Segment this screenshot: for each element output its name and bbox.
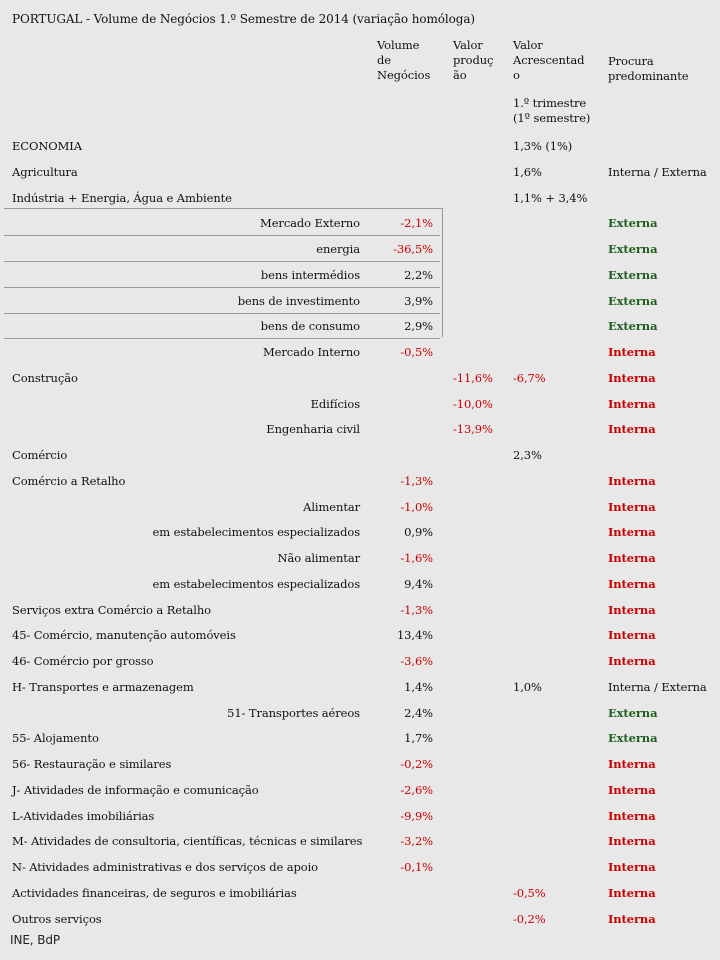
- row-label: Indústria + Energia, Água e Ambiente: [12, 190, 232, 205]
- table-row: [4, 133, 716, 158]
- row-label: Comércio a Retalho: [12, 473, 126, 488]
- cell-volume-negocios: 2,2%: [404, 267, 433, 282]
- table-row: [4, 622, 716, 647]
- table-row: [4, 751, 716, 776]
- cell-procura: Interna: [608, 757, 656, 771]
- table-row: [4, 494, 716, 519]
- row-label: Mercado Externo: [260, 216, 360, 231]
- table-row: [4, 339, 716, 364]
- row-label: Não alimentar: [277, 551, 360, 565]
- cell-valor-acrescentado: 1,0%: [513, 679, 542, 694]
- table-row: [4, 777, 716, 802]
- cell-volume-negocios: -2,6%: [400, 782, 433, 797]
- table-row: [4, 416, 716, 441]
- cell-procura: Interna: [608, 628, 656, 643]
- cell-procura: Externa: [608, 216, 658, 231]
- row-label: bens intermédios: [260, 267, 360, 282]
- cell-valor-producao: -11,6%: [453, 370, 493, 385]
- header-line: produç: [453, 53, 494, 67]
- cell-volume-negocios: -36,5%: [393, 242, 433, 256]
- cell-volume-negocios: -0,2%: [400, 757, 433, 771]
- row-label: energia: [316, 242, 360, 256]
- cell-procura: Interna: [608, 499, 656, 514]
- row-label: ECONOMIA: [12, 139, 82, 153]
- cell-procura: Interna: [608, 473, 656, 488]
- cell-valor-acrescentado: 1,6%: [513, 164, 542, 179]
- table-row: [4, 725, 716, 750]
- cell-volume-negocios: -1,3%: [400, 602, 433, 617]
- cell-volume-negocios: -0,5%: [400, 345, 433, 359]
- header-line: Valor: [453, 38, 483, 52]
- table-row: [4, 803, 716, 828]
- cell-volume-negocios: -9,9%: [400, 808, 433, 823]
- table-row: [4, 597, 716, 622]
- table-row: [4, 854, 716, 879]
- table-row: [4, 288, 716, 313]
- table-row: [4, 519, 716, 544]
- cell-volume-negocios: -1,3%: [400, 473, 433, 488]
- table-row: [4, 828, 716, 853]
- row-label: M- Atividades de consultoria, científicas, técnicas e similares: [12, 834, 363, 849]
- cell-procura: Externa: [608, 267, 658, 282]
- subheader-line: 1.º trimestre: [513, 96, 587, 110]
- cell-volume-negocios: 0,9%: [404, 525, 433, 540]
- cell-procura: Interna / Externa: [608, 679, 707, 694]
- cell-procura: Interna: [608, 602, 656, 617]
- cell-procura: Interna: [608, 860, 656, 874]
- cell-volume-negocios: 2,4%: [404, 705, 433, 720]
- cell-procura: Interna: [608, 345, 656, 359]
- table-title: PORTUGAL - Volume de Negócios 1.º Semestre de 2014 (variação homóloga): [12, 12, 475, 26]
- cell-valor-acrescentado: -6,7%: [513, 370, 546, 385]
- cell-procura: Externa: [608, 242, 658, 256]
- table-row: [4, 648, 716, 673]
- cell-procura: Interna: [608, 551, 656, 565]
- row-label: Serviços extra Comércio a Retalho: [12, 602, 211, 617]
- header-line: predominante: [608, 69, 689, 83]
- cell-procura: Interna: [608, 396, 656, 411]
- cell-procura: Externa: [608, 705, 658, 720]
- row-label: Actividades financeiras, de seguros e imobiliárias: [12, 885, 297, 900]
- cell-volume-negocios: -3,6%: [400, 654, 433, 668]
- table-row: [4, 468, 716, 493]
- cell-procura: Interna: [608, 885, 656, 900]
- cell-procura: Externa: [608, 731, 658, 746]
- row-label: bens de investimento: [237, 293, 360, 308]
- cell-volume-negocios: -2,1%: [400, 216, 433, 231]
- table-row: [4, 700, 716, 725]
- row-label: 51- Transportes aéreos: [227, 705, 360, 720]
- cell-valor-acrescentado: 1,3% (1%): [513, 139, 573, 153]
- header-line: ão: [453, 68, 467, 82]
- cell-valor-acrescentado: 2,3%: [513, 448, 542, 462]
- table-row: [4, 365, 716, 390]
- row-label: Agricultura: [12, 164, 78, 179]
- row-label: Comércio: [12, 448, 68, 462]
- cell-volume-negocios: 2,9%: [404, 319, 433, 334]
- header-line: de: [377, 53, 391, 67]
- table-row: [4, 391, 716, 416]
- cell-procura: Interna: [608, 911, 656, 926]
- cell-volume-negocios: -0,1%: [400, 860, 433, 874]
- cell-procura: Interna: [608, 525, 656, 540]
- row-label: 46- Comércio por grosso: [12, 654, 154, 668]
- row-label: Outros serviços: [12, 911, 102, 926]
- cell-procura: Interna: [608, 576, 656, 591]
- cell-procura: Externa: [608, 319, 658, 334]
- cell-procura: Interna: [608, 782, 656, 797]
- cell-volume-negocios: 9,4%: [404, 576, 433, 591]
- cell-procura: Interna: [608, 422, 656, 437]
- source-note: INE, BdP: [10, 933, 61, 947]
- row-label: 45- Comércio, manutenção automóveis: [12, 628, 236, 643]
- table-row: [4, 571, 716, 596]
- table-row: [4, 262, 716, 287]
- table-row: [4, 674, 716, 699]
- cell-volume-negocios: -1,6%: [400, 551, 433, 565]
- row-label: bens de consumo: [260, 319, 360, 334]
- row-label: Engenharia civil: [266, 422, 360, 437]
- cell-procura: Interna / Externa: [608, 164, 707, 179]
- cell-volume-negocios: 3,9%: [404, 293, 433, 308]
- row-label: H- Transportes e armazenagem: [12, 679, 194, 694]
- header-line: Volume: [377, 38, 420, 52]
- row-label: Alimentar: [303, 499, 360, 514]
- cell-procura: Externa: [608, 293, 658, 308]
- cell-valor-acrescentado: -0,2%: [513, 911, 546, 926]
- header-line: Procura: [608, 54, 654, 68]
- table-row: [4, 313, 716, 338]
- row-label: em estabelecimentos especializados: [152, 525, 360, 540]
- cell-procura: Interna: [608, 370, 656, 385]
- table-row: [4, 236, 716, 261]
- cell-procura: Interna: [608, 808, 656, 823]
- table-row: [4, 906, 716, 931]
- row-label: Mercado Interno: [262, 345, 360, 359]
- header-line: o: [513, 68, 520, 82]
- row-label: J- Atividades de informação e comunicação: [12, 782, 259, 797]
- subheader-line: (1º semestre): [513, 111, 591, 125]
- cell-volume-negocios: 1,7%: [404, 731, 433, 746]
- header-valor-producao: [453, 38, 499, 83]
- table-row: [4, 185, 716, 210]
- row-label: L-Atividades imobiliárias: [12, 808, 155, 823]
- header-line: Acrescentad: [513, 53, 585, 67]
- cell-volume-negocios: 13,4%: [396, 628, 433, 643]
- table-row: [4, 159, 716, 184]
- cell-volume-negocios: 1,4%: [404, 679, 433, 694]
- cell-procura: Interna: [608, 654, 656, 668]
- cell-valor-producao: -10,0%: [453, 396, 493, 411]
- header-volume-negocios: [377, 38, 437, 83]
- row-label: Edifícios: [310, 396, 360, 411]
- row-label: N- Atividades administrativas e dos serviços de apoio: [12, 860, 318, 874]
- row-label: 56- Restauração e similares: [12, 757, 172, 771]
- cell-valor-acrescentado: 1,1% + 3,4%: [513, 190, 588, 205]
- table-row: [4, 545, 716, 570]
- row-label: 55- Alojamento: [12, 731, 99, 746]
- table-row: [4, 442, 716, 467]
- row-label: em estabelecimentos especializados: [152, 576, 360, 591]
- header-procura-predominante: [608, 54, 708, 84]
- header-line: Valor: [513, 38, 543, 52]
- header-valor-acrescentado: [513, 38, 591, 83]
- cell-valor-producao: -13,9%: [453, 422, 493, 437]
- row-label: Construção: [12, 370, 78, 385]
- cell-procura: Interna: [608, 834, 656, 849]
- cell-valor-acrescentado: -0,5%: [513, 885, 546, 900]
- table-row: [4, 210, 716, 235]
- header-line: Negócios: [377, 68, 431, 82]
- table-row: [4, 880, 716, 905]
- cell-volume-negocios: -3,2%: [400, 834, 433, 849]
- cell-volume-negocios: -1,0%: [400, 499, 433, 514]
- subheader-period: [513, 96, 603, 126]
